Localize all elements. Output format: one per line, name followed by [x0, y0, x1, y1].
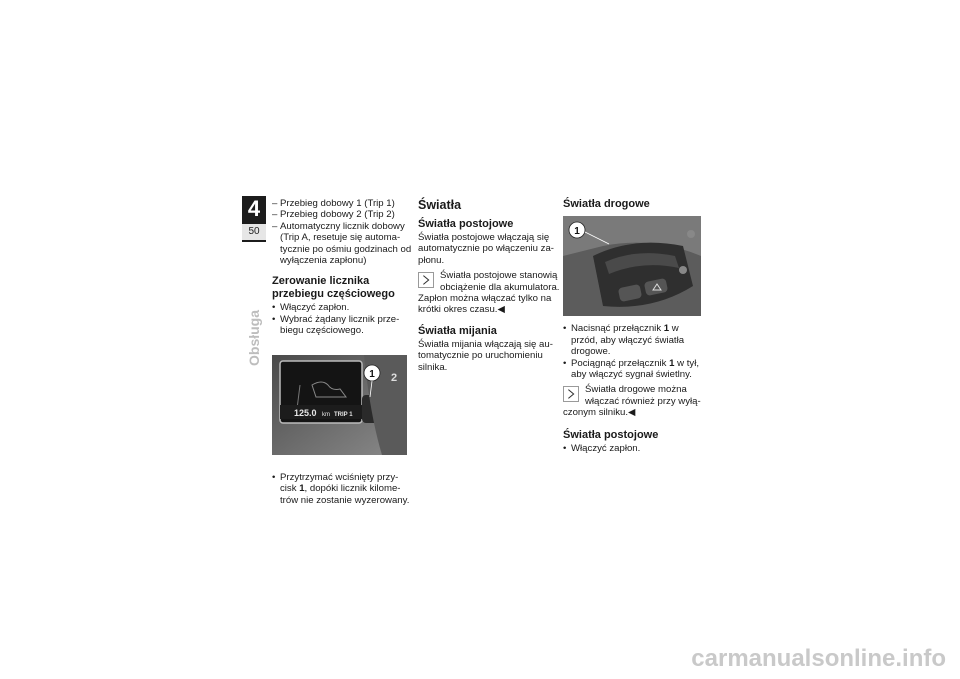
- chapter-number: 4: [247, 196, 261, 221]
- callout-1-label: 1: [369, 368, 375, 380]
- bullet-item-cont: aby włączyć sygnał świetlny.: [571, 369, 692, 381]
- list-item: – Przebieg dobowy 1 (Trip 1): [272, 198, 407, 209]
- section-heading-lights: Światła: [418, 198, 462, 212]
- bullet-item-cont: trów nie zostanie wyzerowany.: [280, 494, 410, 506]
- bullet-item-cont: przód, aby włączyć światła: [571, 334, 685, 346]
- paragraph-line: krótki okres czasu.◀: [418, 304, 505, 316]
- paragraph-line: czonym silniku.◀: [563, 407, 636, 419]
- paragraph-line: Zapłon można włączać tylko na: [418, 293, 552, 305]
- paragraph-line: płonu.: [418, 254, 445, 266]
- subheading-low-beam: Światła mijania: [418, 324, 497, 337]
- handlebar-switch-photo: [563, 216, 701, 316]
- section-heading-high-beam: Światła drogowe: [563, 198, 650, 210]
- list-item: – Automatyczny licznik dobowy: [272, 221, 407, 232]
- section-side-label: Obsługa: [246, 309, 262, 366]
- bullet-item: • Nacisnąć przełącznik 1 w: [563, 323, 701, 334]
- chapter-tab: [242, 196, 266, 242]
- bullet-item-cont: biegu częściowego.: [280, 325, 364, 337]
- note-block: Światła postojowe stanowią obciążenie dla akumulatora.: [418, 270, 548, 293]
- bullet-item: • Włączyć zapłon.: [272, 302, 407, 313]
- page-number: 50: [242, 224, 266, 240]
- column-2: [418, 198, 560, 373]
- bullet-item: • Przytrzymać wciśnięty przy-: [272, 472, 407, 483]
- list-item-cont: wyłączenia zapłonu): [280, 255, 367, 267]
- note-arrow-icon: [418, 272, 434, 288]
- note-block: Światła drogowe można włączać również przy wyłą-: [563, 384, 701, 407]
- watermark: carmanualsonline.info: [691, 645, 946, 672]
- column-1: [272, 198, 412, 506]
- column-3: [563, 198, 701, 454]
- paragraph-line: tomatycznie po uruchomieniu: [418, 350, 543, 362]
- display-unit: km: [322, 411, 330, 418]
- list-item-cont: (Trip A, resetuje się automa-: [280, 232, 401, 244]
- subheading-parking-lights: Światła postojowe: [418, 218, 514, 230]
- callout-1-label: 1: [574, 226, 580, 237]
- instrument-cluster-photo: [272, 355, 407, 455]
- note-arrow-icon: [563, 386, 579, 402]
- subheading-parking-lights: Światła postojowe: [563, 428, 659, 441]
- paragraph-line: silnika.: [418, 361, 448, 373]
- section-heading-trip-reset: Zerowanie licznika przebiegu częściowego: [272, 275, 395, 301]
- bullet-item-cont: cisk 1, dopóki licznik kilome-: [280, 483, 401, 495]
- list-item-cont: tycznie po ośmiu godzinach od: [280, 243, 412, 255]
- bullet-item-cont: drogowe.: [571, 346, 611, 358]
- bullet-item: • Pociągnąć przełącznik 1 w tył,: [563, 358, 701, 369]
- display-value: 125.0: [294, 407, 317, 418]
- list-item: – Przebieg dobowy 2 (Trip 2): [272, 209, 407, 220]
- bullet-item: • Wybrać żądany licznik prze-: [272, 314, 407, 325]
- callout-2-label: 2: [390, 371, 398, 384]
- paragraph-line: Światła postojowe włączają się: [418, 232, 550, 243]
- paragraph-line: Światła mijania włączają się au-: [418, 338, 553, 350]
- paragraph-line: automatycznie po włączeniu za-: [418, 243, 554, 255]
- bullet-item: • Włączyć zapłon.: [563, 443, 701, 454]
- display-trip: TRIP 1: [334, 411, 353, 418]
